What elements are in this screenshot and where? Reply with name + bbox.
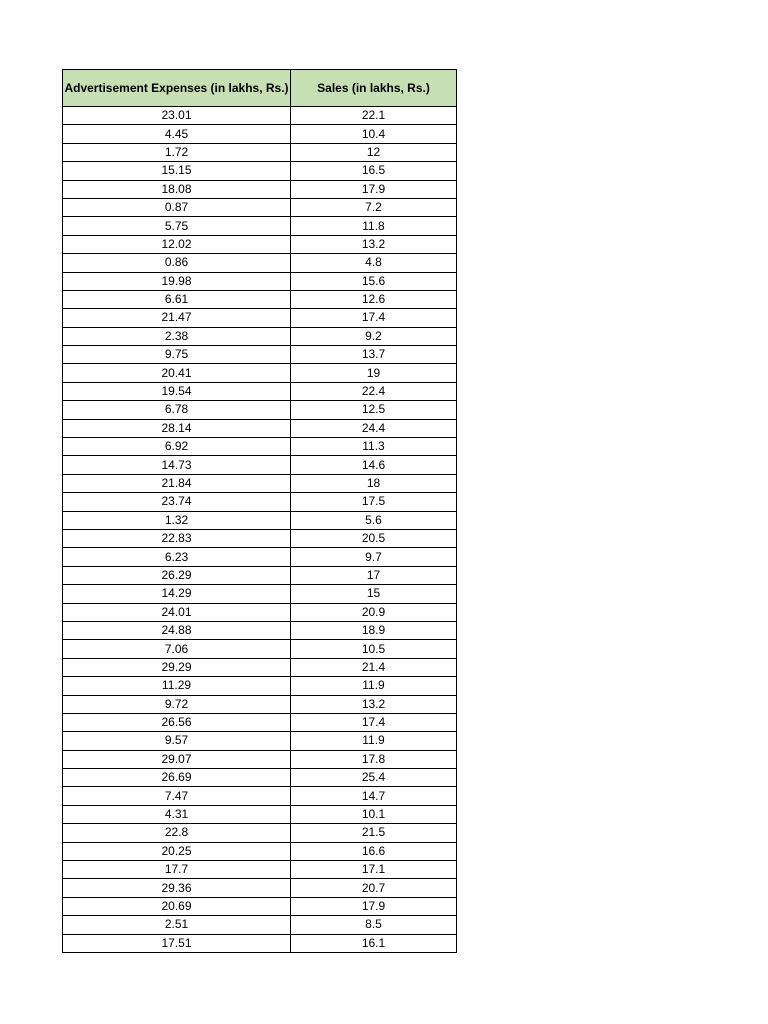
sales-cell: 11.3 <box>291 438 457 456</box>
sales-cell: 16.1 <box>291 934 457 952</box>
advertisement-expense-cell: 6.92 <box>63 438 291 456</box>
advertisement-expense-cell: 14.73 <box>63 456 291 474</box>
sales-cell: 22.1 <box>291 107 457 125</box>
advertisement-expense-cell: 20.41 <box>63 364 291 382</box>
table-row <box>63 566 457 584</box>
sales-cell: 12.6 <box>291 290 457 308</box>
advertisement-expense-cell: 22.83 <box>63 529 291 547</box>
table-row <box>63 456 457 474</box>
table-row <box>63 474 457 492</box>
advertisement-expense-cell: 12.02 <box>63 235 291 253</box>
sales-cell: 8.5 <box>291 916 457 934</box>
advertisement-expense-cell: 19.98 <box>63 272 291 290</box>
table-row <box>63 732 457 750</box>
sales-cell: 16.5 <box>291 162 457 180</box>
table-row <box>63 842 457 860</box>
table-row <box>63 824 457 842</box>
sales-cell: 17.1 <box>291 861 457 879</box>
sales-cell: 17.5 <box>291 493 457 511</box>
sales-cell: 12 <box>291 143 457 161</box>
advertisement-expense-cell: 22.8 <box>63 824 291 842</box>
sales-cell: 17.8 <box>291 750 457 768</box>
advertisement-expense-cell: 7.47 <box>63 787 291 805</box>
table-row <box>63 861 457 879</box>
table-row <box>63 327 457 345</box>
sales-cell: 9.7 <box>291 548 457 566</box>
sales-cell: 17.4 <box>291 713 457 731</box>
table-row <box>63 346 457 364</box>
sales-cell: 20.9 <box>291 603 457 621</box>
sales-cell: 14.7 <box>291 787 457 805</box>
sales-cell: 25.4 <box>291 769 457 787</box>
table-row <box>63 401 457 419</box>
advertisement-expense-cell: 19.54 <box>63 382 291 400</box>
table-row <box>63 511 457 529</box>
sales-cell: 21.4 <box>291 658 457 676</box>
sales-cell: 9.2 <box>291 327 457 345</box>
sales-cell: 15 <box>291 585 457 603</box>
advertisement-expense-cell: 4.31 <box>63 805 291 823</box>
header-advertisement-expenses: Advertisement Expenses (in lakhs, Rs.) <box>63 70 291 107</box>
sales-cell: 21.5 <box>291 824 457 842</box>
advertisement-expense-cell: 6.78 <box>63 401 291 419</box>
sales-cell: 17.9 <box>291 897 457 915</box>
advertisement-expense-cell: 9.72 <box>63 695 291 713</box>
sales-cell: 13.7 <box>291 346 457 364</box>
sales-cell: 17.9 <box>291 180 457 198</box>
table-row <box>63 107 457 125</box>
table-body <box>63 107 457 953</box>
sales-cell: 12.5 <box>291 401 457 419</box>
advertisement-expense-cell: 21.47 <box>63 309 291 327</box>
table-row <box>63 879 457 897</box>
table-row <box>63 640 457 658</box>
sales-cell: 13.2 <box>291 695 457 713</box>
table-row <box>63 162 457 180</box>
advertisement-expense-cell: 15.15 <box>63 162 291 180</box>
sales-cell: 18.9 <box>291 621 457 639</box>
sales-cell: 11.9 <box>291 677 457 695</box>
table-row <box>63 143 457 161</box>
sales-cell: 10.5 <box>291 640 457 658</box>
table-row <box>63 658 457 676</box>
advertisement-expense-cell: 9.57 <box>63 732 291 750</box>
advertisement-expense-cell: 1.32 <box>63 511 291 529</box>
table-row <box>63 290 457 308</box>
sales-cell: 11.9 <box>291 732 457 750</box>
advertisement-expense-cell: 11.29 <box>63 677 291 695</box>
table-row <box>63 769 457 787</box>
advertisement-expense-cell: 18.08 <box>63 180 291 198</box>
advertisement-expense-cell: 7.06 <box>63 640 291 658</box>
advertisement-expense-cell: 6.23 <box>63 548 291 566</box>
table-row <box>63 750 457 768</box>
table-row <box>63 603 457 621</box>
table-row <box>63 493 457 511</box>
advertisement-expense-cell: 29.29 <box>63 658 291 676</box>
advertisement-expense-cell: 14.29 <box>63 585 291 603</box>
advertisement-expense-cell: 17.51 <box>63 934 291 952</box>
table-row <box>63 677 457 695</box>
sales-cell: 11.8 <box>291 217 457 235</box>
advertisement-expense-cell: 2.38 <box>63 327 291 345</box>
table-row <box>63 621 457 639</box>
table-row <box>63 364 457 382</box>
advertisement-expense-cell: 0.87 <box>63 198 291 216</box>
sales-cell: 17.4 <box>291 309 457 327</box>
sales-cell: 7.2 <box>291 198 457 216</box>
header-row <box>63 70 457 107</box>
table-row <box>63 419 457 437</box>
table-row <box>63 254 457 272</box>
sales-cell: 10.1 <box>291 805 457 823</box>
table-row <box>63 548 457 566</box>
table-row <box>63 438 457 456</box>
advertisement-expense-cell: 28.14 <box>63 419 291 437</box>
advertisement-expense-cell: 2.51 <box>63 916 291 934</box>
table-row <box>63 235 457 253</box>
table-row <box>63 198 457 216</box>
table-row <box>63 180 457 198</box>
sales-cell: 15.6 <box>291 272 457 290</box>
sales-cell: 16.6 <box>291 842 457 860</box>
advertisement-expense-cell: 6.61 <box>63 290 291 308</box>
sales-cell: 24.4 <box>291 419 457 437</box>
advertisement-expense-cell: 17.7 <box>63 861 291 879</box>
table-row <box>63 916 457 934</box>
table-row <box>63 585 457 603</box>
advertisement-expense-cell: 26.69 <box>63 769 291 787</box>
sales-cell: 13.2 <box>291 235 457 253</box>
table-row <box>63 529 457 547</box>
advertisement-expense-cell: 26.56 <box>63 713 291 731</box>
advertisement-expense-cell: 21.84 <box>63 474 291 492</box>
advertisement-expense-cell: 26.29 <box>63 566 291 584</box>
table-row <box>63 787 457 805</box>
table-row <box>63 382 457 400</box>
table-row <box>63 309 457 327</box>
advertisement-expense-cell: 23.74 <box>63 493 291 511</box>
table-row <box>63 805 457 823</box>
data-table <box>62 69 457 953</box>
sales-cell: 20.5 <box>291 529 457 547</box>
table-row <box>63 713 457 731</box>
table-row <box>63 272 457 290</box>
advertisement-expense-cell: 24.01 <box>63 603 291 621</box>
sales-cell: 22.4 <box>291 382 457 400</box>
sales-cell: 19 <box>291 364 457 382</box>
advertisement-expense-cell: 24.88 <box>63 621 291 639</box>
advertisement-expense-cell: 4.45 <box>63 125 291 143</box>
table-row <box>63 125 457 143</box>
advertisement-expense-cell: 0.86 <box>63 254 291 272</box>
sales-cell: 4.8 <box>291 254 457 272</box>
advertisement-expense-cell: 20.25 <box>63 842 291 860</box>
advertisement-expense-cell: 20.69 <box>63 897 291 915</box>
sales-cell: 20.7 <box>291 879 457 897</box>
table-row <box>63 934 457 952</box>
sales-cell: 14.6 <box>291 456 457 474</box>
advertisement-expense-cell: 23.01 <box>63 107 291 125</box>
advertisement-expense-cell: 1.72 <box>63 143 291 161</box>
advertisement-expense-cell: 29.07 <box>63 750 291 768</box>
table-row <box>63 217 457 235</box>
table-row <box>63 897 457 915</box>
sales-cell: 18 <box>291 474 457 492</box>
header-sales: Sales (in lakhs, Rs.) <box>291 70 457 107</box>
advertisement-expense-cell: 5.75 <box>63 217 291 235</box>
sales-cell: 17 <box>291 566 457 584</box>
advertisement-expense-cell: 29.36 <box>63 879 291 897</box>
advertisement-expense-cell: 9.75 <box>63 346 291 364</box>
sales-cell: 5.6 <box>291 511 457 529</box>
table-row <box>63 695 457 713</box>
sales-cell: 10.4 <box>291 125 457 143</box>
